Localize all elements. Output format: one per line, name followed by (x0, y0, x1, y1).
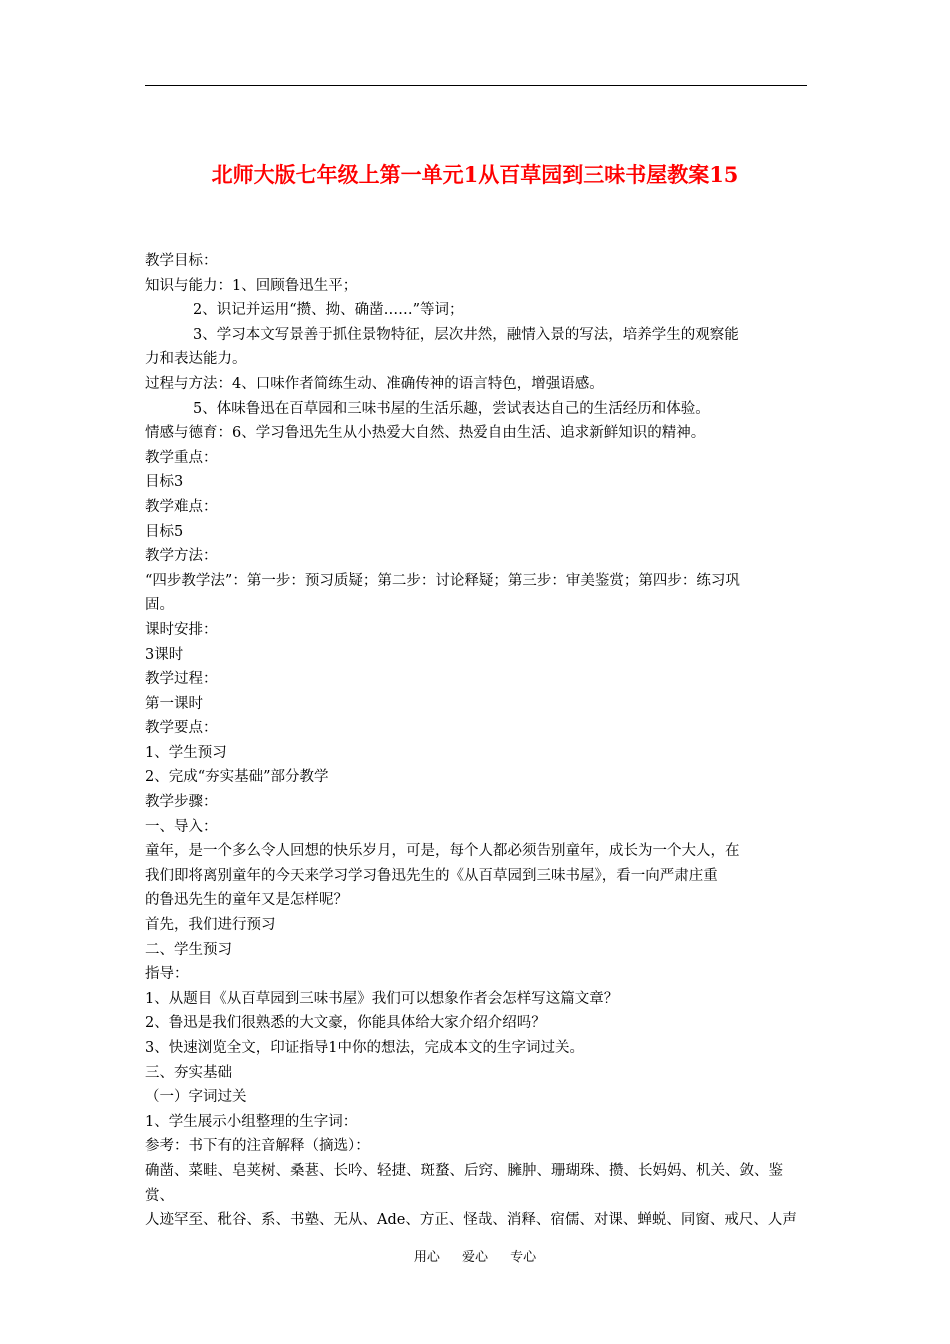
text-line: 首先，我们进行预习 (145, 917, 276, 934)
text-line: 5、体味鲁迅在百草园和三味书屋的生活乐趣，尝试表达自己的生活经历和体验。 (193, 400, 710, 417)
text-line: 我们即将离别童年的今天来学习学习鲁迅先生的《从百草园到三味书屋》，看一向严肃庄重 (145, 867, 718, 884)
document-body (145, 249, 810, 1233)
text-line: 教学目标： (145, 253, 218, 269)
text-line: 知识与能力：1、回顾鲁迅生平； (145, 277, 358, 294)
document-title: 北师大版七年级上第一单元1从百草园到三味书屋教案15 (211, 162, 739, 187)
page-footer: 用心 爱心 专心 (413, 1250, 537, 1265)
text-line: 教学难点： (145, 498, 218, 515)
text-line: 1、学生预习 (145, 744, 227, 761)
text-line: 课时安排： (145, 621, 218, 638)
text-line: 教学步骤： (145, 794, 218, 811)
text-line: 教学方法： (145, 548, 218, 565)
text-line: 1、从题目《从百草园到三味书屋》我们可以想象作者会怎样写这篇文章？ (145, 990, 619, 1007)
text-line: 童年，是一个多么令人回想的快乐岁月，可是，每个人都必须告别童年，成长为一个大人，在 (145, 843, 740, 860)
text-line: 过程与方法：4、口味作者简练生动、准确传神的语言特色，增强语感。 (145, 375, 604, 392)
header-rule (145, 85, 807, 86)
text-line: 的鲁迅先生的童年又是怎样呢？ (145, 892, 348, 909)
text-line: 第一课时 (145, 695, 203, 712)
text-line: 教学过程： (145, 671, 218, 688)
text-line: 2、识记并运用“攒、拗、确凿……”等词； (193, 302, 464, 319)
text-line: 目标5 (145, 523, 184, 540)
text-line: 教学要点： (145, 720, 218, 737)
text-line: 情感与德育：6、学习鲁迅先生从小热爱大自然、热爱自由生活、追求新鲜知识的精神。 (145, 425, 706, 442)
text-line: 3、快速浏览全文，印证指导1中你的想法，完成本文的生字词过关。 (145, 1040, 584, 1056)
text-line: 目标3 (145, 474, 184, 491)
text-line: 一、导入： (145, 818, 218, 835)
text-line: 力和表达能力。 (145, 351, 247, 368)
text-line: 1、学生展示小组整理的生字词： (145, 1113, 358, 1130)
text-line: 3、学习本文写景善于抓住景物特征，层次井然，融情入景的写法，培养学生的观察能 (193, 326, 739, 343)
text-line: 参考：书下有的注音解释（摘选）： (145, 1138, 370, 1155)
text-line: 三、夯实基础 (145, 1064, 232, 1081)
text-line: 二、学生预习 (145, 941, 232, 958)
text-line: 指导： (145, 966, 189, 983)
text-line: （一）字词过关 (145, 1089, 247, 1106)
text-line: 教学重点： (145, 449, 218, 466)
text-line: 固。 (145, 597, 174, 614)
text-line: 人迹罕至、秕谷、系、书塾、无从、Ade、方正、怪哉、消释、宿儒、对课、蝉蜕、同窗、戒尺、人声 (145, 1212, 797, 1229)
text-line: 3课时 (145, 646, 184, 663)
text-line: “四步教学法”：第一步：预习质疑；第二步：讨论释疑；第三步：审美鉴赏；第四步：练习巩 (145, 572, 740, 589)
text-line: 2、完成“夯实基础”部分教学 (145, 769, 329, 786)
text-line: 2、鲁迅是我们很熟悉的大文豪，你能具体给大家介绍介绍吗？ (145, 1015, 546, 1032)
text-line: 确凿、菜畦、皂荚树、桑葚、长吟、轻捷、斑蝥、后窍、臃肿、珊瑚珠、攒、长妈妈、机关、敛、鉴赏、 (145, 1162, 783, 1204)
